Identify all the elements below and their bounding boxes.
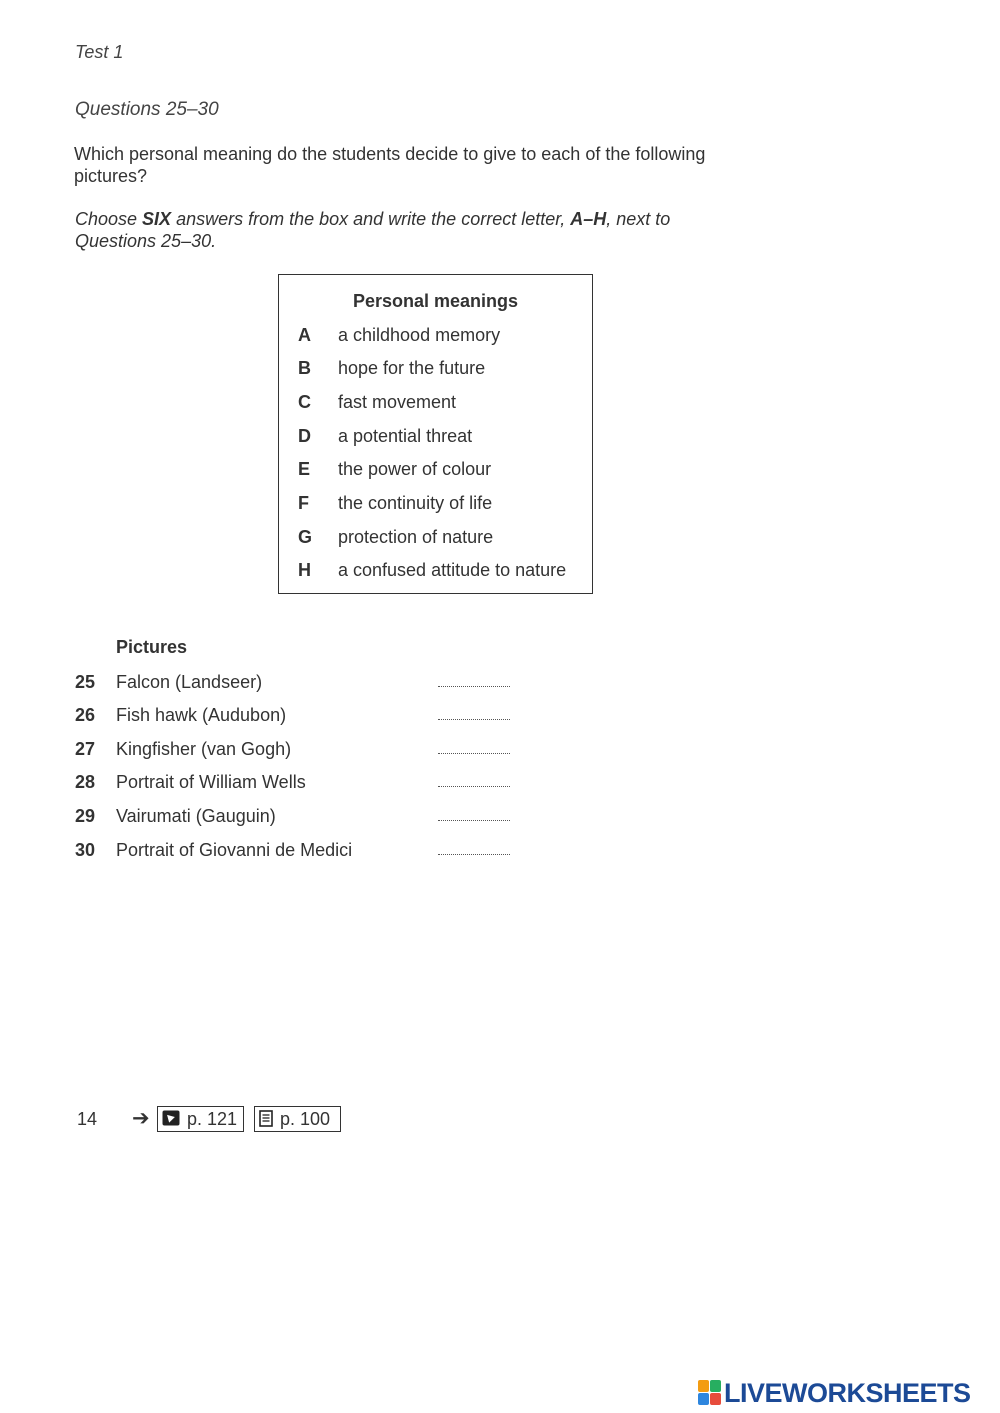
option-letter: F — [298, 493, 309, 513]
logo-mark-icon — [698, 1380, 722, 1406]
option-letter: A — [298, 325, 311, 345]
option-text: a potential threat — [338, 426, 473, 446]
instruction-part2: answers from the box and write the correct letter, — [171, 209, 571, 229]
logo-text: LIVEWORKSHEETS — [724, 1378, 971, 1408]
picture-row — [75, 672, 525, 696]
option-text: fast movement — [338, 392, 457, 412]
box-title: Personal meanings — [352, 291, 519, 311]
instruction-bold2: A–H — [570, 209, 607, 229]
option-text: the continuity of life — [338, 493, 493, 513]
page-number: 14 — [77, 1109, 98, 1129]
option-text: a confused attitude to nature — [338, 560, 567, 580]
question-number: 30 — [75, 840, 96, 860]
questions-range: Questions 25–30 — [75, 99, 219, 120]
option-text: a childhood memory — [338, 325, 501, 345]
instruction-text — [75, 208, 735, 252]
instruction-part3: , next to Questions 25–30. — [75, 209, 671, 251]
personal-meanings-box — [278, 274, 593, 594]
instruction-part1: Choose — [75, 209, 143, 229]
option-text: the power of colour — [338, 459, 492, 479]
picture-row — [75, 806, 525, 830]
question-number: 25 — [75, 672, 96, 692]
question-number: 28 — [75, 772, 96, 792]
document-reference[interactable] — [254, 1106, 341, 1132]
question-text: Which personal meaning do the students decide to give to each of the following pictures? — [74, 144, 706, 186]
question-number: 26 — [75, 705, 96, 725]
instruction-bold1: SIX — [142, 209, 172, 229]
picture-row — [75, 772, 525, 796]
answer-blank[interactable] — [438, 719, 510, 720]
document-icon — [259, 1110, 273, 1127]
answer-blank[interactable] — [438, 686, 510, 687]
answer-blank[interactable] — [438, 786, 510, 787]
doc-ref-text: p. 100 — [280, 1109, 331, 1129]
option-letter: C — [298, 392, 311, 412]
option-letter: G — [298, 527, 313, 547]
picture-title: Portrait of William Wells — [116, 772, 306, 792]
audio-reference[interactable] — [157, 1106, 244, 1132]
picture-title: Fish hawk (Audubon) — [116, 705, 287, 725]
option-letter: H — [298, 560, 311, 580]
audio-ref-text: p. 121 — [187, 1109, 238, 1129]
picture-row — [75, 705, 525, 729]
answer-blank[interactable] — [438, 854, 510, 855]
pictures-heading: Pictures — [116, 637, 188, 657]
answer-blank[interactable] — [438, 820, 510, 821]
option-text: hope for the future — [338, 358, 486, 378]
picture-title: Portrait of Giovanni de Medici — [116, 840, 353, 860]
option-text: protection of nature — [338, 527, 494, 547]
arrow-right-icon: ➔ — [132, 1107, 150, 1130]
picture-title: Falcon (Landseer) — [116, 672, 263, 692]
option-letter: D — [298, 426, 311, 446]
question-number: 27 — [75, 739, 96, 759]
audio-icon — [162, 1110, 180, 1126]
answer-blank[interactable] — [438, 753, 510, 754]
question-number: 29 — [75, 806, 96, 826]
option-letter: E — [298, 459, 311, 479]
test-label: Test 1 — [75, 42, 124, 62]
option-letter: B — [298, 358, 311, 378]
picture-title: Vairumati (Gauguin) — [116, 806, 276, 826]
picture-title: Kingfisher (van Gogh) — [116, 739, 292, 759]
picture-row — [75, 840, 525, 864]
picture-row — [75, 739, 525, 763]
